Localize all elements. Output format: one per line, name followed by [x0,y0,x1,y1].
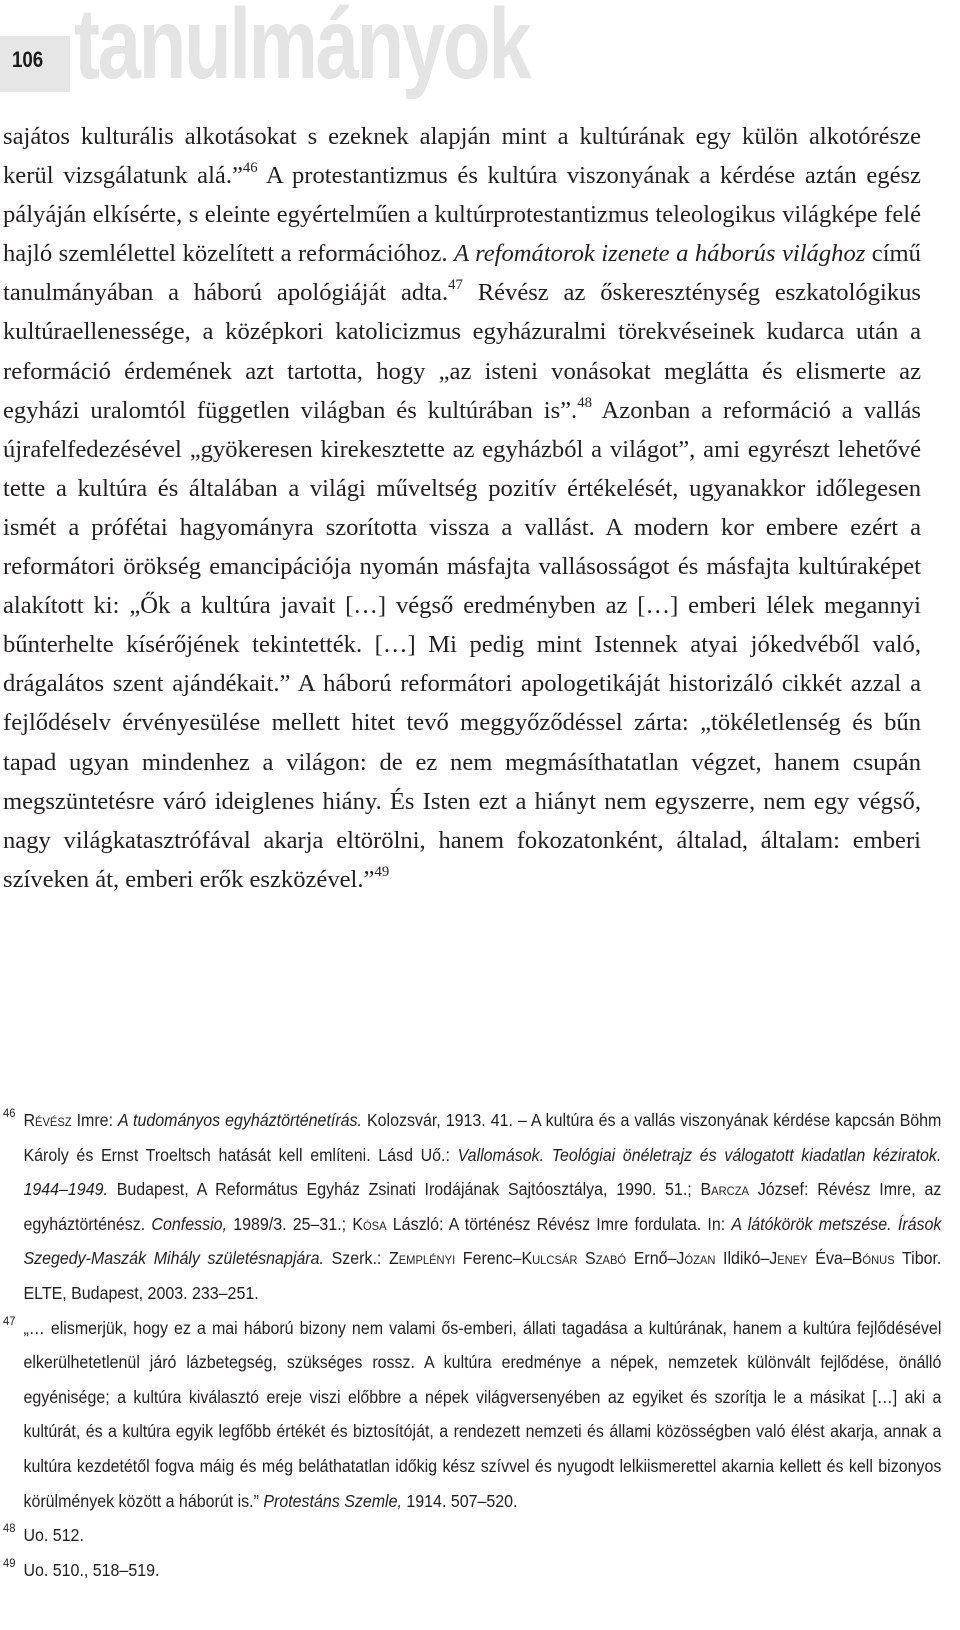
body-text-segment: A protestantizmus és kultúra viszonyának a kérdése aztán egész pályáján elkísérte, s eleinte egyértelműen a kultúrprotestantizmus teleologikus világképe felé hajló szemlélettel közelített a reformációhoz. [3,162,921,268]
note-text: Szerk.: [323,1248,389,1269]
note-text: Imre: [71,1110,119,1130]
cited-title: A tudományos egyháztörténetírás. [118,1110,362,1130]
article-title: A refomátorok izenete a háborús világhoz [454,240,866,268]
footnote-47 [3,1311,941,1519]
footnote-48 [3,1518,941,1553]
author-name: Kulcsár Szabó [521,1248,627,1269]
footnote-number: 48 [3,1521,16,1536]
author-name: Zemplényi [388,1248,456,1269]
note-text: Budapest, A Református Egyház Zsinati Irodájának Sajtóosztálya, 1990. 51.; [107,1179,701,1200]
body-text-segment: Révész az őskereszténység eszkatológikus kultúraellenessége, a középkori katolicizmus egyházuralmi törekvéseinek kudarca után a reformáció érdemének azt tartotta, hogy „az isteni vonásokat meglátta és elismerte az egyházi uralomtól független világban és kultúrában is”. [3,279,921,424]
note-text: 1914. 507–520. [401,1490,518,1511]
author-name: Jeney [769,1248,808,1269]
author-name: Barcza [700,1179,749,1200]
author-name: Kósa [352,1213,387,1234]
cited-title: Confessio, [151,1213,227,1234]
body-text-segment: sajátos kulturális alkotásokat s ezeknek alapján mint a kultúrának egy külön alkotórésze kerül vizsgálatunk alá.” [3,123,921,190]
body-paragraph [3,117,921,899]
footnote-ref-47: 47 [448,277,463,294]
author-name: Józan [676,1248,716,1269]
note-text: „… elismerjük, hogy ez a mai háború bizony nem valami ős-emberi, állati tagadása a kultúrának, hanem a kultúra fejlődésével elkerülhetetlenül járó lázbetegség, szükséges rossz. A kultúra eredménye a népek, nemzetek különvált fejlődése, önálló egyénisége; a kultúra kiválasztó ereje viszi előbbre a népek világversenyében az egyiket és szorítja le a másikat […] aki a kultúrát, és a kultúra egyik legfőbb értékét és biztosítóját, a rendezett nemzeti és állami közösségben való élést akarja, annak a kultúra kezdetétől fogva máig és még beláthatatlan időkig kész szívvel és nyugodt lelkiismerettel akarnia kellett és kell bizonyos körülmények között a háborút is.” [23,1317,942,1511]
footnote-number: 47 [3,1313,16,1328]
note-text: Éva– [807,1248,852,1269]
footnote-ref-46: 46 [242,160,258,177]
footnote-ref-49: 49 [374,863,390,880]
footnote-49 [3,1553,941,1588]
note-text: Kolozsvár, 1913. 41. – A kultúra és a vallás viszonyának kérdése kapcsán Böhm Károly és Ernst Troeltsch hatását kell említeni. Lásd Uő.: [23,1110,942,1165]
note-text: József: Révész Imre, az egyháztörténész. [23,1179,942,1234]
body-text-segment: Azonban a reformáció a vallás újrafelfedezésével „gyökeresen kirekesztette az egyházból a világot”, ami egyrészt lehetővé tette a kultúra és általában a világi műveltség pozitív értékelését, ugyanakkor időlegesen ismét a prófétai hagyományra szorította vissza a vallást. A modern kor embere ezért a reformátori örökség emancipációja nyomán másfajta vallásosságot és másfajta kultúraképet alakított ki: „Ők a kultúra javait […] végső eredményben az […] emberi lélek megannyi bűnterhelte kísérőjének tekintették. […] Mi pedig mint Istennek atyai jókedvéből való, drágalátos szent ajándékait.” A háború reformátori apologetikáját historizáló cikkét azzal a fejlődéselv érvényesülése mellett hitet tevő meggyőződéssel zárta: „tökéletlenség és bűn tapad ugyan mindenhez a világon: de ez nem megmásíthatatlan végzet, hanem csupán megszüntetésre váró ideiglenes hiány. És Isten ezt a hiányt nem egyszerre, nem egy végső, nagy világkatasztrófával akarja eltörölni, hanem fokozatonként, általad, általam: emberi szíveken át, emberi erők eszközével.” [3,396,921,893]
author-name: Révész [23,1110,72,1130]
cited-title: A látókörök metszése. Írások Szegedy-Maszák Mihály születésnapjára. [23,1213,942,1269]
cited-title: Protestáns Szemle, [263,1490,402,1511]
footnotes [3,1103,942,1587]
note-text: Ernő– [626,1248,677,1269]
section-title: tanulmányok [74,0,530,100]
note-text: Ildikó– [715,1248,770,1269]
note-text: Tibor. ELTE, Budapest, 2003. 233–251. [23,1248,942,1303]
footnote-number: 46 [3,1106,16,1120]
footnote-number: 49 [3,1555,16,1570]
footnote-46 [3,1103,941,1311]
note-text: Uo. 510., 518–519. [23,1559,160,1580]
body-text [3,117,921,899]
page-number: 106 [12,47,44,72]
page-header [0,0,960,115]
note-text: László: A történész Révész Imre fordulata. In: [386,1213,732,1234]
note-text: Ferenc– [455,1248,522,1269]
cited-title: Vallomások. Teológiai önéletrajz és válogatott kiadatlan kéziratok. 1944–1949. [23,1144,942,1200]
author-name: Bónus [851,1248,895,1269]
body-text-segment: című tanulmányában a háború apológiáját adta. [3,240,921,307]
note-text: 1989/3. 25–31.; [226,1213,353,1234]
note-text: Uo. 512. [23,1525,84,1546]
footnote-ref-48: 48 [577,394,592,411]
